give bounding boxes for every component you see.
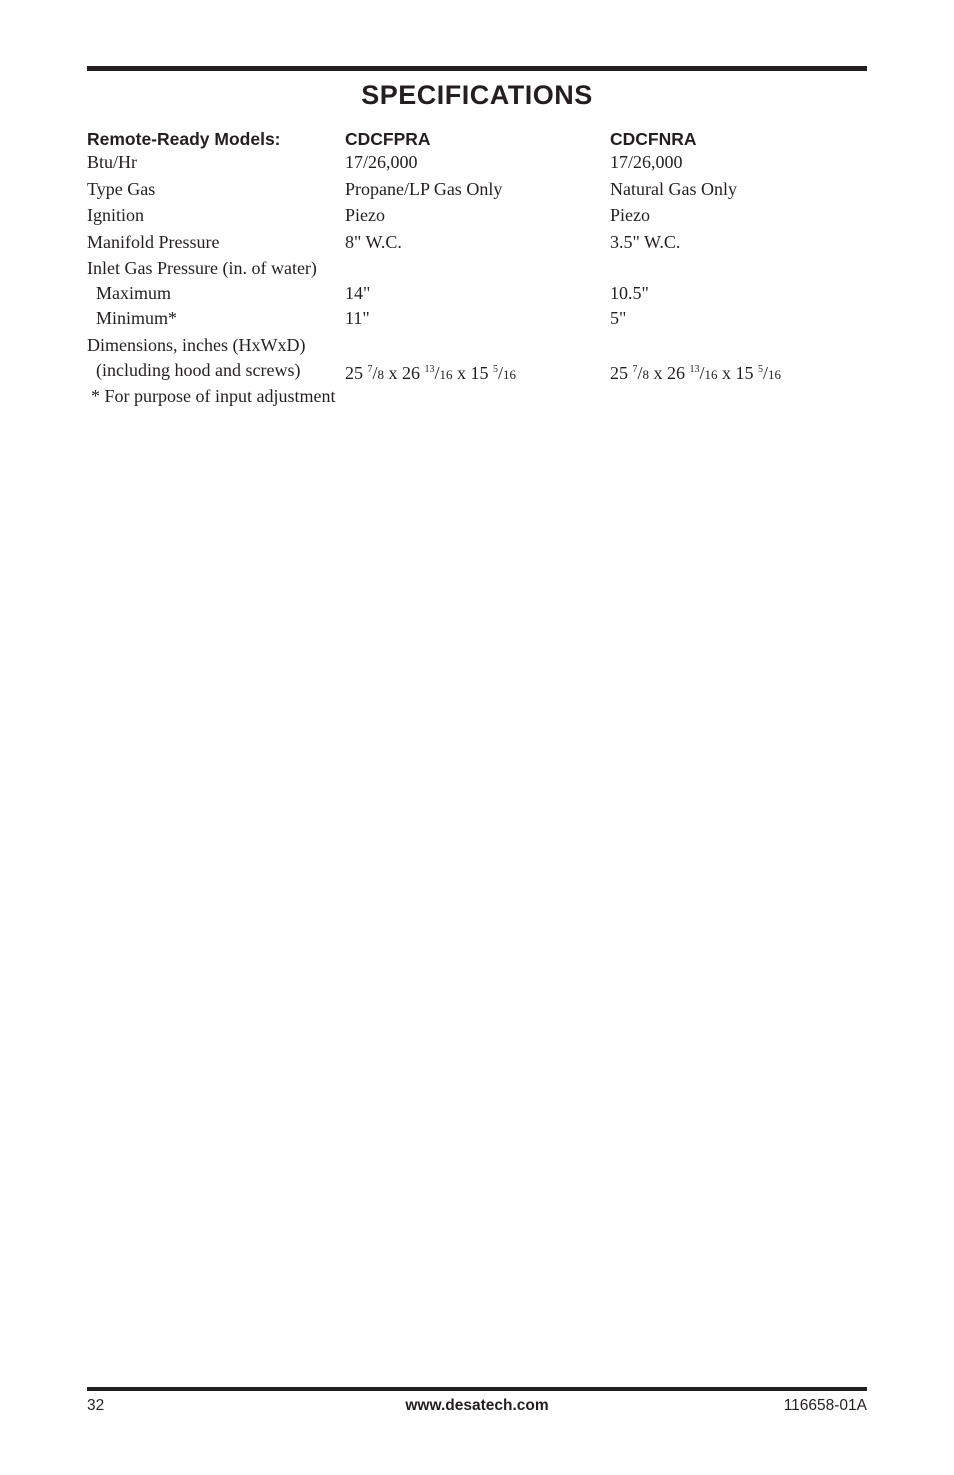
spec-label: Dimensions, inches (HxWxD) <box>87 335 306 355</box>
website-link[interactable]: www.desatech.com <box>405 1397 549 1414</box>
spec-table-header <box>0 128 954 150</box>
dimensions-value-a: 25 $^7$/8 x 26 $^{13}$/16 x 15 $^5$/16 <box>345 363 517 383</box>
spec-value-b: 10.5" <box>610 283 649 303</box>
top-rule <box>87 66 867 71</box>
spec-row-dimensions-values <box>0 358 954 382</box>
spec-row-type-gas <box>0 177 954 201</box>
frac-height: 25 $^7$/8 <box>345 363 385 383</box>
spec-value-a: 8" W.C. <box>345 232 402 252</box>
frac-height: 25 $^7$/8 <box>610 363 650 383</box>
spec-row-inlet-pressure <box>0 256 954 280</box>
models-label: Remote-Ready Models: <box>87 129 281 149</box>
bottom-rule <box>87 1387 867 1391</box>
spec-row-manifold-pressure <box>0 230 954 254</box>
model-b-heading: CDCFNRA <box>610 129 697 149</box>
footnote: * For purpose of input adjustment <box>91 386 336 406</box>
frac-width: 26 $^{13}$/16 <box>667 363 718 383</box>
spec-value-b: 17/26,000 <box>610 152 683 172</box>
spec-label: Ignition <box>87 205 144 225</box>
frac-width: 26 $^{13}$/16 <box>402 363 453 383</box>
spec-label: Type Gas <box>87 179 156 199</box>
spec-row-dimensions <box>0 333 954 357</box>
spec-label: Inlet Gas Pressure (in. of water) <box>87 258 317 278</box>
spec-value-b: Natural Gas Only <box>610 179 737 199</box>
frac-depth: 15 $^5$/16 <box>735 363 782 383</box>
spec-row-maximum <box>0 281 954 305</box>
spec-label: Btu/Hr <box>87 152 138 172</box>
page-number: 32 <box>87 1397 105 1414</box>
spec-value-a: Propane/LP Gas Only <box>345 179 503 199</box>
spec-value-a: 14" <box>345 283 371 303</box>
spec-label: Manifold Pressure <box>87 232 220 252</box>
spec-row-btu <box>0 150 954 174</box>
frac-depth: 15 $^5$/16 <box>470 363 517 383</box>
spec-row-ignition <box>0 203 954 227</box>
spec-row-minimum <box>0 306 954 330</box>
model-a-heading: CDCFPRA <box>345 129 431 149</box>
spec-value-a: 17/26,000 <box>345 152 418 172</box>
spec-value-b: Piezo <box>610 205 650 225</box>
spec-label: (including hood and screws) <box>96 360 301 380</box>
spec-value-a: Piezo <box>345 205 385 225</box>
dimensions-value-b: 25 $^7$/8 x 26 $^{13}$/16 x 15 $^5$/16 <box>610 363 782 383</box>
spec-label: Maximum <box>96 283 171 303</box>
spec-value-a: 11" <box>345 308 370 328</box>
spec-value-b: 3.5" W.C. <box>610 232 681 252</box>
spec-label: Minimum* <box>96 308 178 328</box>
spec-value-b: 5" <box>610 308 627 328</box>
page-title: SPECIFICATIONS <box>361 80 593 110</box>
document-number: 116658-01A <box>783 1397 867 1414</box>
